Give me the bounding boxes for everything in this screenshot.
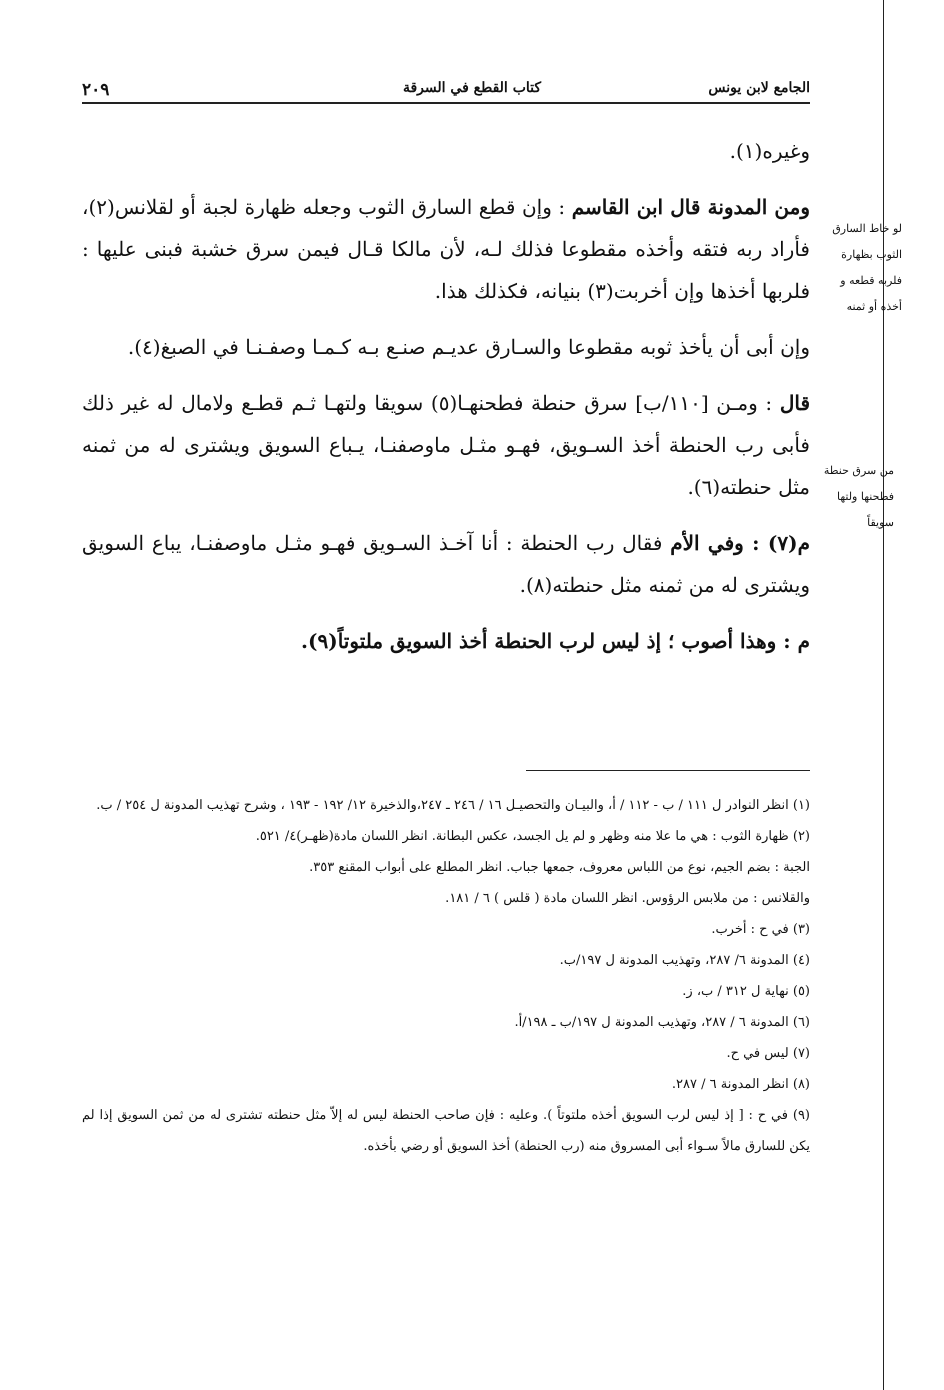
- paragraph-6: م : وهذا أصوب ؛ إذ ليس لرب الحنطة أخذ السويق ملتوتاً(٩).: [301, 629, 810, 653]
- footnote-rule: [526, 770, 810, 771]
- main-text: [82, 130, 810, 676]
- footnote: (٦) المدونة ٦ / ٢٨٧، وتهذيب المدونة ل ١٩٧/ب ـ ١٩٨/أ.: [514, 1015, 810, 1030]
- footnote: (٧) ليس في ح.: [726, 1046, 810, 1061]
- header-rule: [82, 102, 810, 104]
- paragraph-2-text: : وإن قطع السارق الثوب وجعله ظهارة لجبة أو لقلانس(٢)، فأراد ربه فتقه وأخذه مقطوعا فذلك لـه، لأن مالكا قـال فيمن سرق خشبة فبنى عليها : فلربها أخذها وإن أخربت(٣) بنيانه، فكذلك هذا.: [82, 195, 810, 303]
- paragraph-2-lead: ومن المدونة قال ابن القاسم: [571, 195, 810, 219]
- footnote: (١) انظر النوادر ل ١١١ / ب - ١١٢ / أ، والبيـان والتحصيـل ١٦ / ٢٤٦ ـ ٢٤٧،والذخيرة ١٢/ ١٩٢ - ١٩٣ ، وشرح تهذيب المدونة ل ٢٥٤ / ب.: [96, 798, 810, 813]
- paragraph-5-lead: م(٧) : وفي الأم: [670, 531, 810, 555]
- paragraph-3: وإن أبى أن يأخذ ثوبه مقطوعا والسـارق عديـم صنـع بـه كـمـا وصفـنـا في الصبغ(٤).: [127, 335, 810, 359]
- footnote: (٨) انظر المدونة ٦ / ٢٨٧.: [671, 1077, 810, 1092]
- paragraph-4-lead: قال: [779, 391, 811, 415]
- page-header: [82, 76, 810, 102]
- paragraph-4: [82, 382, 810, 508]
- margin-rule: [883, 0, 884, 1390]
- footnote: (٤) المدونة ٦/ ٢٨٧، وتهذيب المدونة ل ١٩٧/ب.: [559, 953, 810, 968]
- footnote: والقلانس : من ملابس الرؤوس. انظر اللسان مادة ( قلس ) ٦ / ١٨١.: [445, 891, 810, 906]
- margin-note-2: من سرق حنطة فطحنها ولتها سويقاً: [823, 464, 894, 529]
- footnote: (٩) في ح : [ إذ ليس لرب السويق أخذه ملتوتاً ). وعليه : فإن صاحب الحنطة ليس له إلاّ مثل حنطته تشترى له من ثمن السويق إذا لم يكن للسارق مالاً سـواء أبى المسروق منه (رب الحنطة) أخذ السويق أو رضي بأخذه.: [82, 1108, 810, 1154]
- paragraph-4-text: : ومـن [١١٠/ب] سرق حنطة فطحنهـا(٥) سويقا ولتهـا ثـم قطـع ولامال له غير ذلك فأبى رب الحنطة أخذ السـويق، فهـو مثـل ماوصفنـا، يـباع السويق ويشترى له من ثمنه مثل حنطته(٦).: [82, 391, 810, 499]
- page-number: ٢٠٩: [82, 80, 110, 100]
- header-book-title: الجامع لابن يونس: [708, 80, 810, 96]
- paragraph-5-text: فقال رب الحنطة : أنا آخـذ السـويق فهـو مثـل ماوصفنـا، يباع السويق ويشترى له من ثمنه مثل حنطته(٨).: [82, 531, 810, 597]
- paragraph-1: وغيره(١).: [729, 139, 810, 163]
- footnote: (٣) في ح : أخرب.: [711, 922, 810, 937]
- footnote: (٥) نهاية ل ٣١٢ / ب، ز.: [682, 984, 810, 999]
- footnote: الجبة : بضم الجيم، نوع من اللباس معروف، جمعها جباب. انظر المطلع على أبواب المقنع ٣٥٣.: [309, 860, 810, 875]
- paragraph-2: [82, 186, 810, 312]
- footnotes: [82, 790, 810, 1162]
- footnote: (٢) ظهارة الثوب : هي ما علا منه وظهر و لم يل الجسد، عكس البطانة. انظر اللسان مادة(ظهـر)٤/ ٥٢١.: [255, 829, 810, 844]
- header-chapter-title: كتاب القطع في السرقة: [402, 80, 542, 96]
- margin-note-1: لو خاط السارق الثوب بظهارة فلربه قطعه و أخذه أو ثمنه: [832, 222, 902, 313]
- paragraph-5: [82, 522, 810, 606]
